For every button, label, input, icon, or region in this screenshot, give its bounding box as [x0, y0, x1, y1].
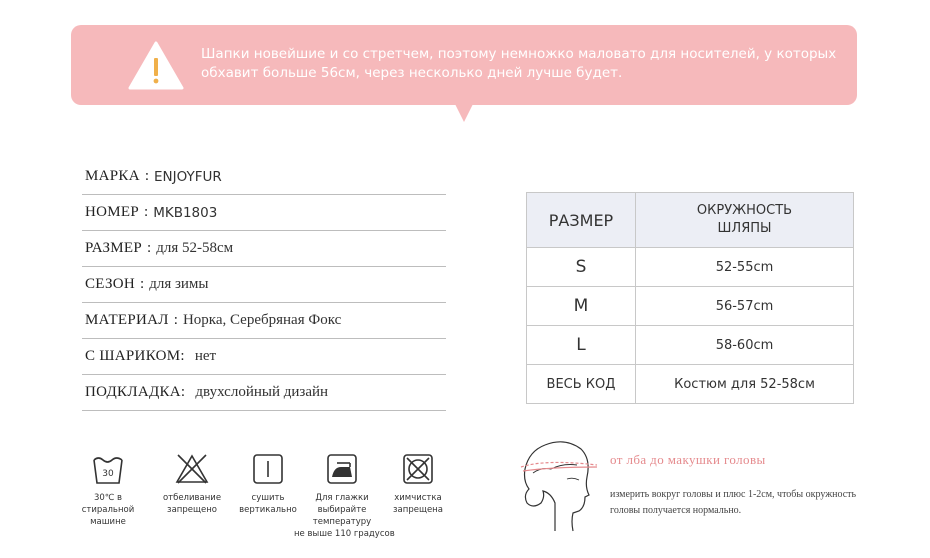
- spec-label: С ШАРИКОМ:: [85, 348, 185, 364]
- notice-banner: [71, 25, 857, 105]
- spec-row-lining: [82, 375, 446, 411]
- care-caption: [380, 492, 456, 516]
- size-cell: ВЕСЬ КОД: [527, 365, 636, 404]
- table-row: [527, 365, 854, 404]
- wash-30-icon: [91, 452, 125, 486]
- table-row: [527, 248, 854, 287]
- spec-row-material: [82, 303, 446, 339]
- spec-label: МАРКА: [85, 168, 140, 184]
- care-caption-line: химчистка: [394, 493, 442, 503]
- spec-row-pompom: [82, 339, 446, 375]
- care-caption-line: запрещена: [393, 505, 443, 515]
- measure-description-line-2: головы получается нормально.: [610, 505, 742, 516]
- size-table: [526, 192, 854, 404]
- circumference-cell: 58-60cm: [636, 326, 854, 365]
- care-item-iron: [294, 452, 395, 540]
- notice-pointer: [455, 104, 473, 122]
- care-item-wash: [70, 452, 146, 528]
- spec-list: [82, 159, 446, 411]
- no-bleach-icon: [175, 452, 209, 486]
- header-circumference: [636, 193, 854, 248]
- spec-row-season: [82, 267, 446, 303]
- notice-text: [201, 45, 841, 83]
- size-cell: S: [527, 248, 636, 287]
- circumference-cell: 52-55cm: [636, 248, 854, 287]
- spec-separator: :: [144, 204, 149, 220]
- spec-label: ПОДКЛАДКА:: [85, 384, 186, 400]
- notice-line-2: обхавит больше 56см, через несколько дней лучше будет.: [201, 65, 623, 81]
- warning-icon: [128, 41, 184, 91]
- spec-value: Норка, Серебряная Фокс: [182, 312, 342, 328]
- spec-separator: :: [144, 168, 150, 184]
- care-caption-line: выбирайте: [317, 505, 367, 515]
- head-measure-icon: [515, 437, 600, 532]
- spec-separator: :: [147, 240, 152, 256]
- care-item-bleach: [154, 452, 230, 516]
- care-caption-line: Для глажки: [315, 493, 369, 503]
- care-caption-line: вертикально: [239, 505, 297, 515]
- iron-icon: [325, 452, 359, 486]
- dry-vertical-icon: [251, 452, 285, 486]
- spec-value: для зимы: [149, 276, 209, 292]
- care-caption-line: температуру: [312, 517, 372, 527]
- spec-label: МАТЕРИАЛ: [85, 312, 169, 328]
- size-table-header: [527, 193, 854, 248]
- header-circumference-line-1: ОКРУЖНОСТЬ: [696, 203, 793, 218]
- care-caption: [70, 492, 146, 528]
- care-caption-line: 30℃ в стиральной: [81, 493, 135, 515]
- notice-line-1: Шапки новейшие и со стретчем, поэтому немножко маловато для носителей, у которых: [201, 46, 837, 62]
- spec-label: СЕЗОН: [85, 276, 136, 292]
- size-cell: L: [527, 326, 636, 365]
- size-cell: M: [527, 287, 636, 326]
- spec-value: MKB1803: [153, 204, 218, 221]
- care-caption-line: запрещено: [167, 505, 217, 515]
- spec-row-number: [82, 195, 446, 231]
- spec-separator: :: [173, 312, 178, 328]
- table-row: [527, 287, 854, 326]
- care-caption-line: сушить: [251, 493, 285, 503]
- no-dry-clean-icon: [401, 452, 435, 486]
- spec-separator: :: [140, 276, 145, 292]
- circumference-cell: Костюм для 52-58см: [636, 365, 854, 404]
- measure-description-line-1: измерить вокруг головы и плюс 1-2см, чтобы окружность: [610, 489, 857, 500]
- care-instructions: [70, 452, 443, 552]
- spec-value: для 52-58см: [156, 240, 234, 256]
- measure-title: от лба до макушки головы: [610, 452, 766, 467]
- care-item-dry-clean: [380, 452, 456, 516]
- wash-temperature: 30: [102, 469, 114, 479]
- spec-row-brand: [82, 159, 446, 195]
- circumference-cell: 56-57cm: [636, 287, 854, 326]
- spec-label: НОМЕР: [85, 204, 140, 220]
- header-circumference-line-2: ШЛЯПЫ: [717, 221, 772, 236]
- care-caption: [230, 492, 306, 516]
- header-size: РАЗМЕР: [527, 193, 636, 248]
- spec-label: РАЗМЕР: [85, 240, 143, 256]
- care-caption: [154, 492, 230, 516]
- care-caption-line: отбеливание: [162, 493, 222, 503]
- care-caption-line: не выше 110 градусов: [294, 529, 395, 539]
- spec-value: ENJOYFUR: [154, 168, 222, 185]
- spec-row-size: [82, 231, 446, 267]
- care-caption-line: машине: [90, 517, 126, 527]
- care-item-dry: [230, 452, 306, 516]
- care-caption: [294, 492, 395, 540]
- measure-description: [610, 487, 870, 519]
- spec-value: двухслойный дизайн: [195, 384, 329, 400]
- table-row: [527, 326, 854, 365]
- spec-value: нет: [194, 348, 217, 364]
